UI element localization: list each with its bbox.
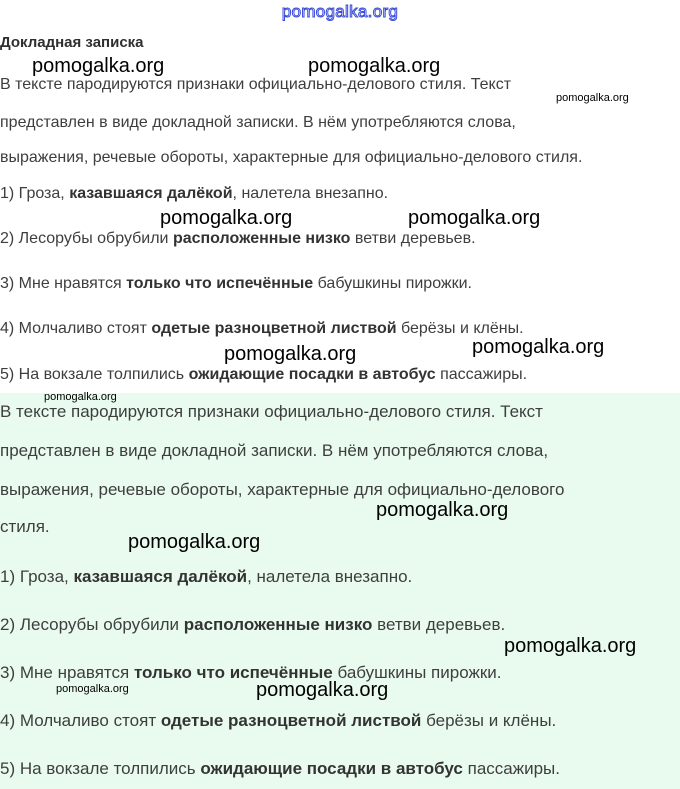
sentence-text: 3) Мне нравятся — [0, 275, 127, 292]
sentence-line — [0, 567, 412, 587]
sentence-text: 2) Лесорубы обрубили — [0, 230, 173, 247]
watermark-text: pomogalka.org — [32, 55, 165, 77]
watermark-text: pomogalka.org — [308, 55, 441, 77]
document-heading: Докладная записка — [0, 34, 144, 51]
sentence-text: 4) Молчаливо стоят — [0, 711, 161, 730]
paragraph-line: представлен в виде докладной записки. В нём употребляются слова, — [0, 114, 516, 131]
sentence-text: бабушкины пирожки. — [313, 275, 472, 292]
watermark-text: pomogalka.org — [472, 336, 605, 358]
sentence-text: бабушкины пирожки. — [332, 663, 502, 682]
highlighted-phrase: только что испечённые — [133, 663, 333, 682]
highlighted-phrase: одетые разноцветной листвой — [160, 711, 422, 730]
sentence-text: берёзы и клёны. — [396, 320, 524, 337]
highlighted-phrase: ожидающие посадки в автобус — [188, 366, 436, 383]
sentence-line — [0, 759, 560, 779]
sentence-text: , налетела внезапно. — [247, 567, 413, 586]
watermark-text: pomogalka.org — [160, 207, 293, 229]
sentence-line — [0, 320, 524, 338]
paragraph-line: В тексте пародируются признаки официально-делового стиля. Текст — [0, 76, 512, 93]
sentence-text: 2) Лесорубы обрубили — [0, 615, 184, 634]
sentence-text: 5) На вокзале толпились — [0, 366, 189, 383]
sentence-line — [0, 275, 472, 293]
highlighted-phrase: расположенные низко — [172, 230, 351, 247]
sentence-line — [0, 615, 505, 635]
watermark-text: pomogalka.org — [44, 391, 117, 403]
sentence-text: , налетела внезапно. — [232, 185, 389, 202]
highlighted-phrase: расположенные низко — [183, 615, 373, 634]
highlighted-phrase: только что испечённые — [126, 275, 314, 292]
watermark-text: pomogalka.org — [256, 679, 389, 701]
watermark-text: pomogalka.org — [56, 683, 129, 695]
highlighted-phrase: казавшаяся далёкой — [69, 185, 233, 202]
sentence-text: 1) Гроза, — [0, 567, 74, 586]
paragraph-line: представлен в виде докладной записки. В нём употребляются слова, — [0, 441, 549, 460]
sentence-text: пассажиры. — [462, 759, 560, 778]
sentence-line — [0, 663, 502, 683]
sentence-line — [0, 230, 476, 248]
paragraph-line: выражения, речевые обороты, характерные для официально-делового — [0, 480, 565, 499]
site-watermark-header: pomogalka.org — [281, 2, 399, 21]
watermark-text: pomogalka.org — [128, 531, 261, 553]
sentence-text: ветви деревьев. — [350, 230, 476, 247]
watermark-text: pomogalka.org — [408, 207, 541, 229]
highlighted-phrase: ожидающие посадки в автобус — [200, 759, 463, 778]
highlighted-phrase: одетые разноцветной листвой — [151, 320, 397, 337]
sentence-text: пассажиры. — [435, 366, 528, 383]
watermark-text: pomogalka.org — [556, 92, 629, 104]
sentence-text: ветви деревьев. — [372, 615, 506, 634]
sentence-line — [0, 711, 556, 731]
watermark-text: pomogalka.org — [504, 635, 637, 657]
sentence-line — [0, 185, 388, 203]
sentence-text: 4) Молчаливо стоят — [0, 320, 152, 337]
watermark-text: pomogalka.org — [376, 499, 509, 521]
answer-text-section — [0, 393, 680, 789]
highlighted-phrase: казавшаяся далёкой — [73, 567, 248, 586]
watermark-text: pomogalka.org — [224, 343, 357, 365]
sentence-text: берёзы и клёны. — [421, 711, 557, 730]
paragraph-line: стиля. — [0, 517, 50, 536]
paragraph-line: В тексте пародируются признаки официально-делового стиля. Текст — [0, 402, 543, 421]
sentence-text: 5) На вокзале толпились — [0, 759, 201, 778]
sentence-line — [0, 366, 527, 384]
sentence-text: 3) Мне нравятся — [0, 663, 134, 682]
sentence-text: 1) Гроза, — [0, 185, 70, 202]
paragraph-line: выражения, речевые обороты, характерные для официально-делового стиля. — [0, 149, 583, 166]
